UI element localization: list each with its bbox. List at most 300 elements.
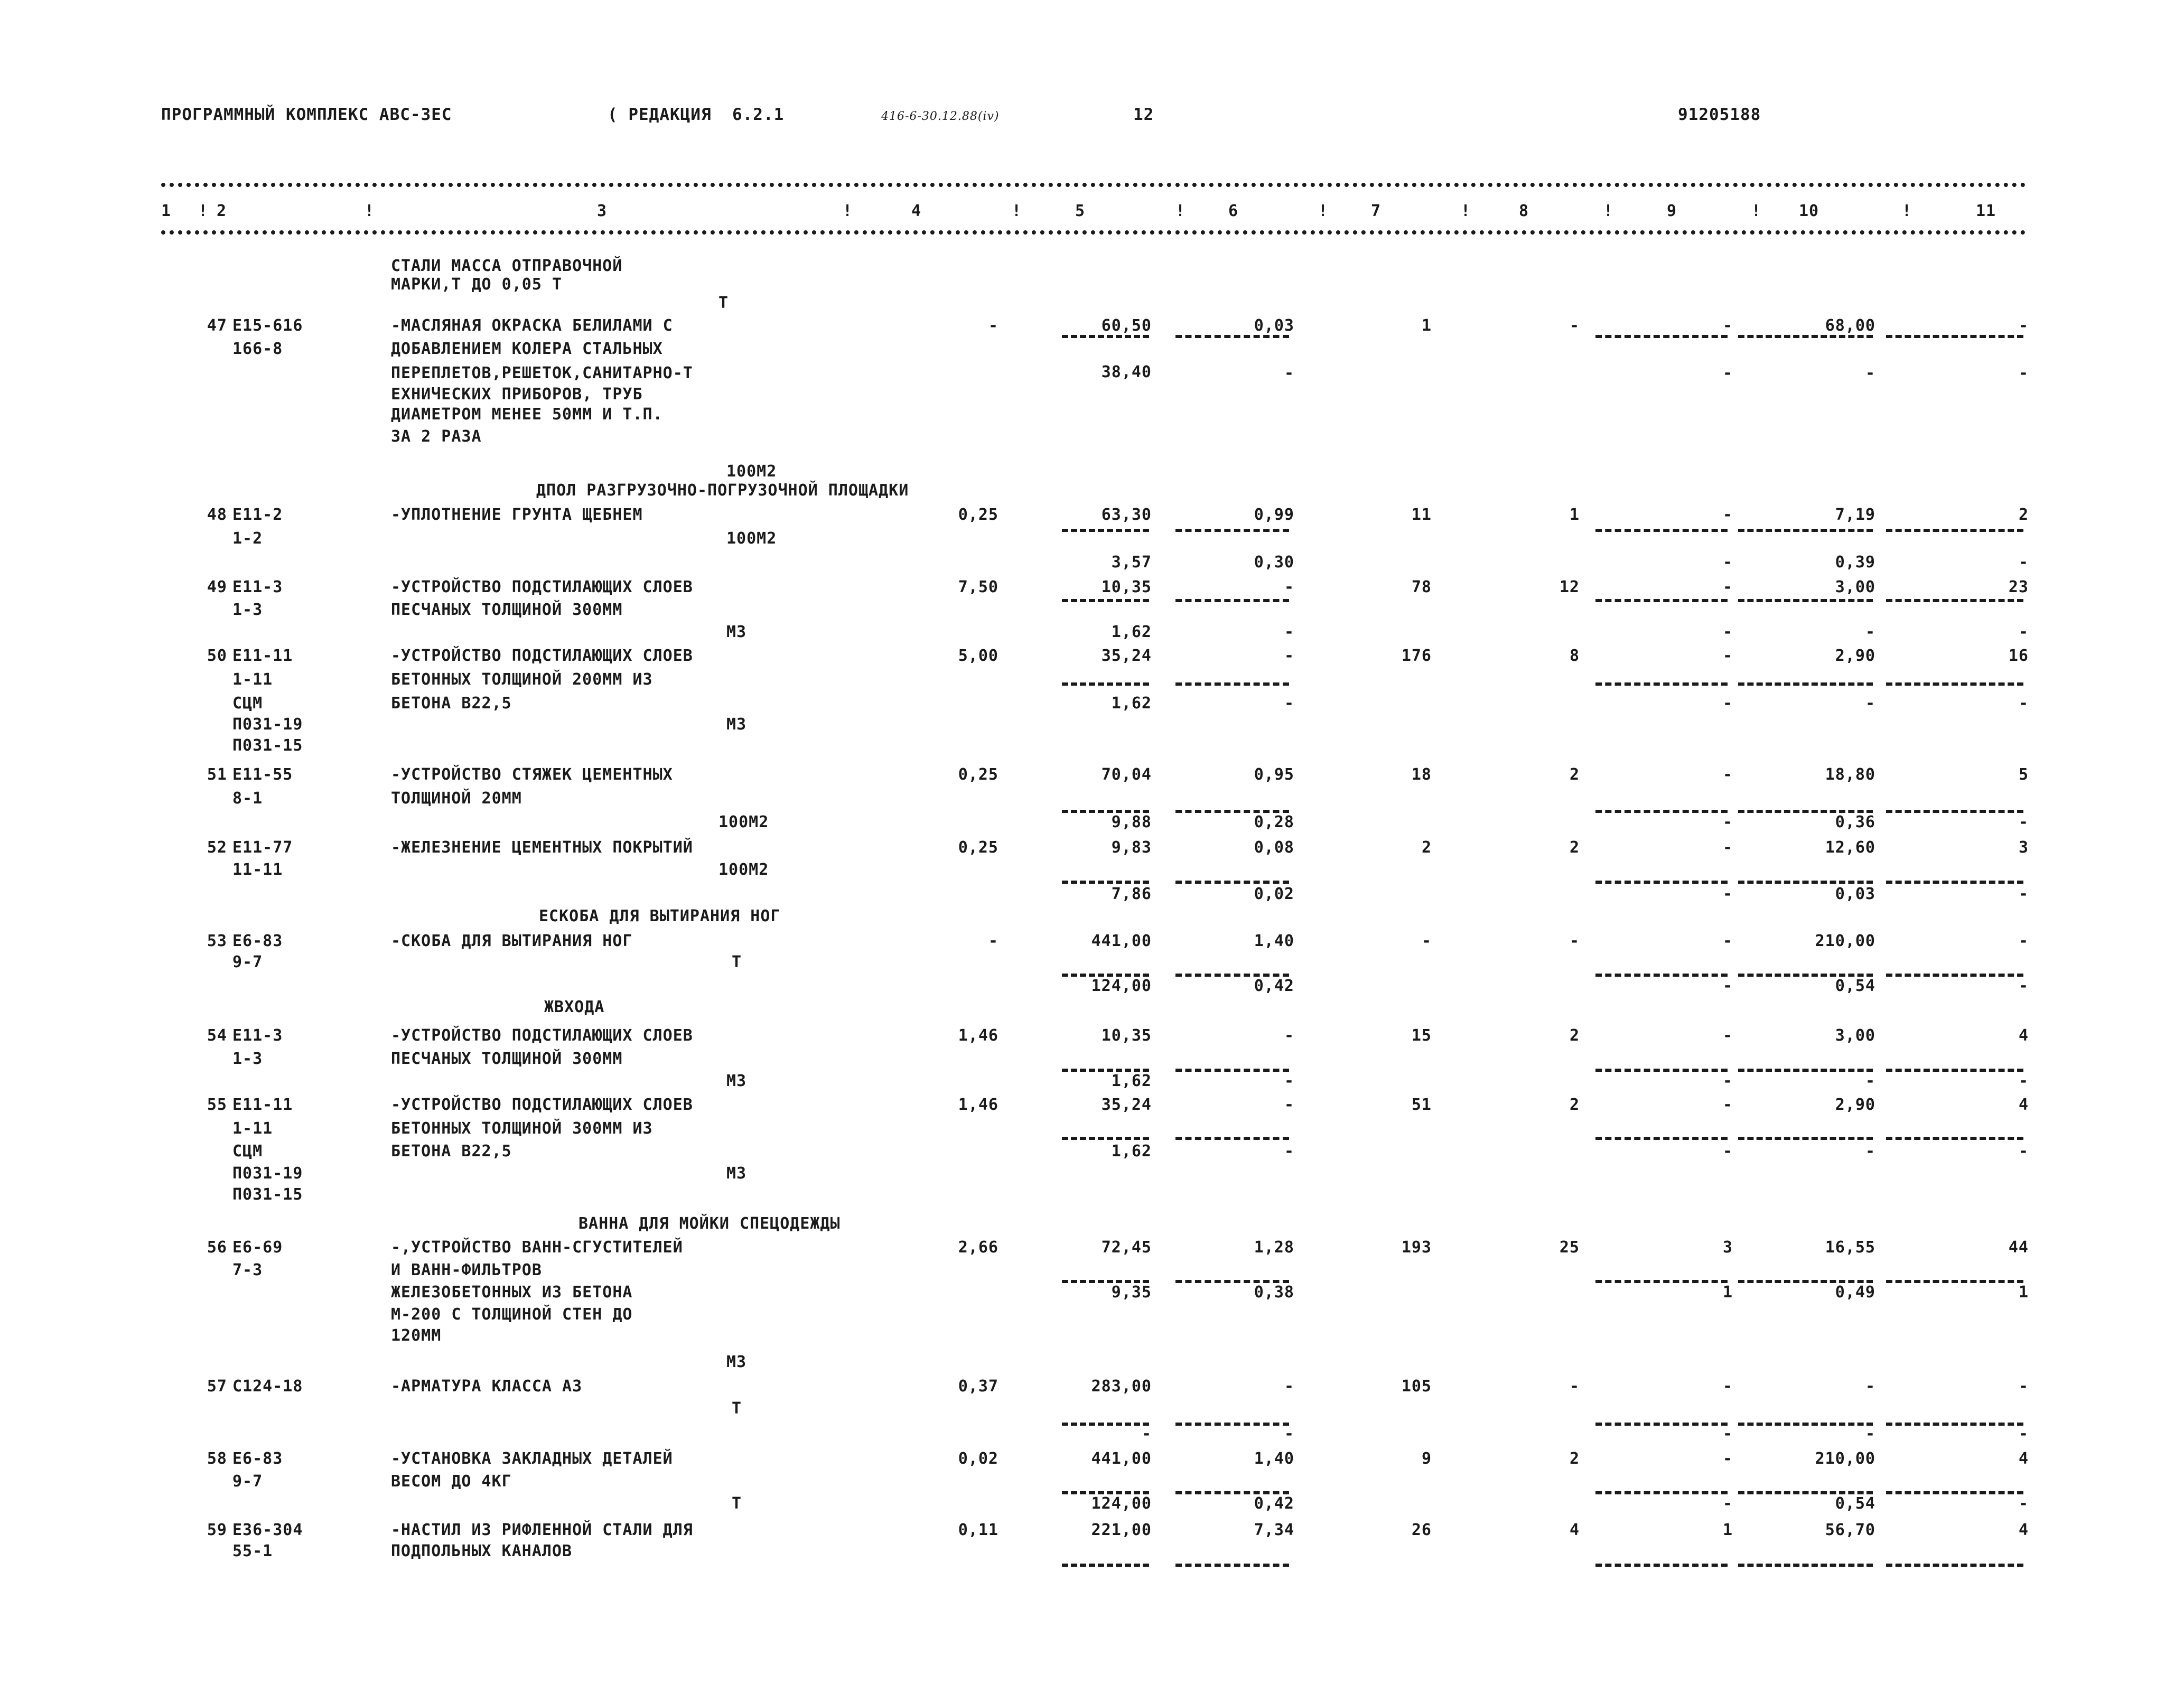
cell-code: Е15-616 (232, 316, 303, 335)
cell-c11: 4 (2018, 1026, 2029, 1045)
cell-c5: 3,57 (1111, 553, 1152, 572)
cell-c5: 9,83 (1111, 838, 1152, 857)
cell-c10: 210,00 (1815, 1449, 1875, 1468)
cell-num: 55 (207, 1096, 227, 1114)
row-separator-dash (1175, 682, 1289, 686)
cell-c5: 38,40 (1101, 363, 1152, 381)
cell-c10: - (1865, 694, 1875, 713)
cell-num: 48 (207, 506, 227, 524)
cell-c5: 1,62 (1111, 694, 1152, 713)
column-header-9: 9 (1667, 202, 1677, 220)
row-separator-dash (1175, 974, 1289, 977)
cell-c10: 68,00 (1825, 316, 1875, 335)
cell-section: ДПОЛ РАЗГРУЗОЧНО-ПОГРУЗОЧНОЙ ПЛОЩАДКИ (536, 481, 909, 500)
header-rule-top (161, 183, 2026, 187)
row-separator-dash (1062, 335, 1149, 338)
cell-c7: 176 (1401, 647, 1432, 665)
row-separator-dash (1738, 974, 1873, 977)
cell-code: СЦМ (232, 1142, 263, 1161)
cell-c10: 0,39 (1835, 553, 1875, 572)
cell-c10: 0,54 (1835, 977, 1875, 995)
cell-desc: -ЖЕЛЕЗНЕНИЕ ЦЕМЕНТНЫХ ПОКРЫТИЙ (391, 838, 693, 857)
row-separator-dash (1738, 682, 1873, 686)
cell-c9: - (1722, 1377, 1733, 1396)
cell-c6: 0,28 (1254, 813, 1294, 831)
cell-c9: - (1722, 1096, 1733, 1114)
cell-code: С124-18 (232, 1377, 303, 1396)
cell-c10: 2,90 (1835, 647, 1875, 665)
cell-c8: 1 (1569, 506, 1580, 524)
row-separator-dash (1886, 881, 2023, 884)
row-separator-dash (1595, 1280, 1728, 1283)
cell-c9: - (1722, 813, 1733, 831)
cell-c6: - (1284, 364, 1294, 382)
cell-c6: - (1284, 1377, 1294, 1396)
row-separator-dash (1595, 335, 1728, 338)
cell-c7: - (1421, 932, 1432, 950)
cell-c5: 35,24 (1101, 1096, 1152, 1114)
cell-c4: 1,46 (958, 1026, 998, 1045)
cell-c11: - (2018, 1072, 2029, 1090)
row-separator-dash (1175, 335, 1289, 338)
cell-desc: -МАСЛЯНАЯ ОКРАСКА БЕЛИЛАМИ С (391, 316, 673, 335)
cell-code: Е6-69 (232, 1238, 283, 1257)
cell-desc: ВЕСОМ ДО 4КГ (391, 1472, 512, 1491)
cell-c4: 0,11 (958, 1521, 998, 1539)
cell-code: П031-19 (232, 715, 303, 734)
cell-c6: 1,28 (1254, 1238, 1294, 1257)
cell-c11: 44 (2008, 1238, 2029, 1257)
row-separator-dash (1062, 1423, 1149, 1426)
column-header-7: 7 (1371, 202, 1382, 220)
row-separator-dash (1738, 810, 1873, 813)
cell-c11: 4 (2018, 1449, 2029, 1468)
column-header-11: 11 (1976, 202, 1996, 220)
cell-c7: 78 (1411, 578, 1432, 596)
cell-c7: 26 (1411, 1521, 1432, 1539)
cell-c10: 0,49 (1835, 1283, 1875, 1302)
row-separator-dash (1595, 881, 1728, 884)
cell-c9: - (1722, 1142, 1733, 1161)
column-separator: ! (365, 202, 375, 220)
cell-unit: 100М2 (726, 462, 777, 481)
cell-c11: - (2018, 364, 2029, 382)
column-header-8: 8 (1519, 202, 1529, 220)
row-separator-dash (1175, 1491, 1289, 1494)
cell-num: 52 (207, 838, 227, 857)
cell-desc: -СКОБА ДЛЯ ВЫТИРАНИЯ НОГ (391, 932, 633, 950)
cell-code: 9-7 (232, 1472, 263, 1491)
row-separator-dash (1175, 1137, 1289, 1140)
cell-c6: - (1284, 694, 1294, 713)
cell-c7: 9 (1421, 1449, 1432, 1468)
row-separator-dash (1886, 1423, 2023, 1426)
cell-code: Е11-55 (232, 765, 293, 784)
row-separator-dash (1886, 1564, 2023, 1567)
cell-c10: 3,00 (1835, 1026, 1875, 1045)
cell-num: 53 (207, 932, 227, 950)
cell-unit: М3 (726, 715, 747, 734)
column-separator: ! (1175, 202, 1186, 220)
cell-desc: -УСТРОЙСТВО ПОДСТИЛАЮЩИХ СЛОЕВ (391, 647, 693, 665)
cell-code: 1-3 (232, 601, 263, 619)
cell-c11: - (2018, 694, 2029, 713)
cell-code: 1-3 (232, 1050, 263, 1068)
cell-c5: 10,35 (1101, 1026, 1152, 1045)
cell-c5: 221,00 (1091, 1521, 1152, 1539)
cell-c5: 72,45 (1101, 1238, 1152, 1257)
cell-unit: Т (732, 1494, 742, 1513)
cell-c9: 3 (1722, 1238, 1733, 1257)
cell-c4: 7,50 (958, 578, 998, 596)
cell-c9: - (1722, 364, 1733, 382)
row-separator-dash (1062, 599, 1149, 602)
column-header-10: 10 (1799, 202, 1819, 220)
cell-code: СЦМ (232, 694, 263, 713)
cell-c10: 18,80 (1825, 765, 1875, 784)
cell-desc: -УСТРОЙСТВО ПОДСТИЛАЮЩИХ СЛОЕВ (391, 1096, 693, 1114)
cell-c11: - (2018, 1425, 2029, 1443)
cell-c4: 0,25 (958, 765, 998, 784)
cell-unit: 100М2 (718, 813, 769, 831)
cell-code: П031-15 (232, 1185, 303, 1204)
cell-c6: 0,38 (1254, 1283, 1294, 1302)
cell-c9: - (1722, 838, 1733, 857)
row-separator-dash (1175, 1280, 1289, 1283)
row-separator-dash (1175, 599, 1289, 602)
cell-code: 7-3 (232, 1261, 263, 1279)
row-separator-dash (1886, 529, 2023, 532)
cell-desc: ПЕСЧАНЫХ ТОЛЩИНОЙ 300ММ (391, 1050, 623, 1068)
cell-unit: Т (732, 953, 742, 971)
row-separator-dash (1062, 682, 1149, 686)
cell-c9: - (1722, 694, 1733, 713)
cell-c11: 4 (2018, 1521, 2029, 1539)
row-separator-dash (1175, 881, 1289, 884)
column-separator: ! (1902, 202, 1912, 220)
row-separator-dash (1886, 335, 2023, 338)
cell-c5: 441,00 (1091, 1449, 1152, 1468)
cell-c9: - (1722, 316, 1733, 335)
column-header-1: 1 (161, 202, 172, 220)
cell-desc: -УСТРОЙСТВО ПОДСТИЛАЮЩИХ СЛОЕВ (391, 1026, 693, 1045)
cell-c6: 0,42 (1254, 977, 1294, 995)
cell-c4: 0,37 (958, 1377, 998, 1396)
cell-c10: 210,00 (1815, 932, 1875, 950)
cell-desc: -УСТРОЙСТВО СТЯЖЕК ЦЕМЕНТНЫХ (391, 765, 673, 784)
cell-code: 1-2 (232, 529, 263, 548)
row-separator-dash (1738, 1491, 1873, 1494)
cell-c6: - (1284, 623, 1294, 641)
row-separator-dash (1062, 810, 1149, 813)
cell-c10: - (1865, 1425, 1875, 1443)
row-separator-dash (1062, 1564, 1149, 1567)
cell-c5: 124,00 (1091, 1494, 1152, 1513)
cell-c9: - (1722, 977, 1733, 995)
cell-c11: 2 (2018, 506, 2029, 524)
row-separator-dash (1886, 1280, 2023, 1283)
cell-code: П031-15 (232, 736, 303, 755)
cell-c9: - (1722, 932, 1733, 950)
cell-c4: 5,00 (958, 647, 998, 665)
cell-code: Е36-304 (232, 1521, 303, 1539)
cell-c4: - (988, 316, 998, 335)
cell-c7: 51 (1411, 1096, 1432, 1114)
row-separator-dash (1175, 1069, 1289, 1072)
column-separator: ! (198, 202, 209, 220)
cell-c10: 56,70 (1825, 1521, 1875, 1539)
cell-c5: 9,88 (1111, 813, 1152, 831)
cell-c9: - (1722, 885, 1733, 903)
row-separator-dash (1738, 1280, 1873, 1283)
row-separator-dash (1062, 881, 1149, 884)
cell-c5: 63,30 (1101, 506, 1152, 524)
row-separator-dash (1738, 1069, 1873, 1072)
column-separator: ! (1751, 202, 1762, 220)
cell-c9: 1 (1722, 1521, 1733, 1539)
program-title: ПРОГРАММНЫЙ КОМПЛЕКС АВС-ЗЕС (161, 105, 452, 124)
cell-c8: - (1569, 1377, 1580, 1396)
cell-c10: 12,60 (1825, 838, 1875, 857)
cell-c11: - (2018, 1377, 2029, 1396)
column-separator: ! (1012, 202, 1022, 220)
cell-code: Е11-2 (232, 506, 283, 524)
cell-desc: -,УСТРОЙСТВО ВАНН-СГУСТИТЕЛЕЙ (391, 1238, 683, 1257)
edition-label: ( РЕДАКЦИЯ 6.2.1 (608, 105, 785, 124)
row-separator-dash (1886, 810, 2023, 813)
column-separator: ! (1603, 202, 1614, 220)
cell-desc: -УСТАНОВКА ЗАКЛАДНЫХ ДЕТАЛЕЙ (391, 1449, 673, 1468)
column-header-4: 4 (911, 202, 922, 220)
cell-c10: - (1865, 364, 1875, 382)
cell-c11: - (2018, 813, 2029, 831)
cell-c5: 441,00 (1091, 932, 1152, 950)
cell-c11: 16 (2008, 647, 2029, 665)
cell-c11: - (2018, 623, 2029, 641)
cell-desc: 120ММ (391, 1326, 442, 1345)
cell-code: 1-11 (232, 670, 273, 689)
cell-c7: 105 (1401, 1377, 1432, 1396)
cell-c5: 1,62 (1111, 1142, 1152, 1161)
cell-unit: М3 (726, 623, 747, 641)
cell-num: 58 (207, 1449, 227, 1468)
cell-c6: 0,42 (1254, 1494, 1294, 1513)
cell-c11: 23 (2008, 578, 2029, 596)
cell-unit: 100М2 (726, 529, 777, 548)
cell-desc: ЖЕЛЕЗОБЕТОННЫХ ИЗ БЕТОНА (391, 1283, 633, 1302)
cell-desc: -НАСТИЛ ИЗ РИФЛЕННОЙ СТАЛИ ДЛЯ (391, 1521, 693, 1539)
row-separator-dash (1595, 682, 1728, 686)
cell-c5: 9,35 (1111, 1283, 1152, 1302)
cell-c11: 1 (2018, 1283, 2029, 1302)
cell-code: 55-1 (232, 1542, 273, 1560)
cell-c6: 0,99 (1254, 506, 1294, 524)
cell-desc: -АРМАТУРА КЛАССА А3 (391, 1377, 583, 1396)
cell-c11: - (2018, 1142, 2029, 1161)
row-separator-dash (1595, 1137, 1728, 1140)
cell-c6: - (1284, 1072, 1294, 1090)
cell-c4: - (988, 932, 998, 950)
row-separator-dash (1595, 810, 1728, 813)
cell-code: 1-11 (232, 1119, 273, 1138)
cell-c8: 25 (1559, 1238, 1580, 1257)
cell-c9: - (1722, 553, 1733, 572)
column-header-3: 3 (597, 202, 608, 220)
cell-c8: 2 (1569, 1096, 1580, 1114)
cell-code: 166-8 (232, 340, 283, 358)
cell-c7: 2 (1421, 838, 1432, 857)
row-separator-dash (1595, 599, 1728, 602)
cell-c8: 2 (1569, 1026, 1580, 1045)
row-separator-dash (1738, 335, 1873, 338)
row-separator-dash (1738, 1423, 1873, 1426)
cell-section: ВАННА ДЛЯ МОЙКИ СПЕЦОДЕЖДЫ (578, 1214, 841, 1233)
cell-c11: - (2018, 316, 2029, 335)
cell-c6: 1,40 (1254, 932, 1294, 950)
cell-desc: -УПЛОТНЕНИЕ ГРУНТА ЩЕБНЕМ (391, 506, 643, 524)
cell-c10: 0,36 (1835, 813, 1875, 831)
column-header-6: 6 (1228, 202, 1239, 220)
cell-c11: - (2018, 553, 2029, 572)
cell-desc: СТАЛИ МАССА ОТПРАВОЧНОЙ (391, 257, 623, 275)
cell-c6: - (1284, 647, 1294, 665)
row-separator-dash (1062, 1137, 1149, 1140)
row-separator-dash (1738, 1137, 1873, 1140)
row-separator-dash (1175, 1423, 1289, 1426)
cell-c6: 0,95 (1254, 765, 1294, 784)
row-separator-dash (1062, 1491, 1149, 1494)
cell-c5: 10,35 (1101, 578, 1152, 596)
row-separator-dash (1595, 1423, 1728, 1426)
cell-c6: - (1284, 1026, 1294, 1045)
cell-unit: Т (718, 294, 729, 312)
row-separator-dash (1062, 1069, 1149, 1072)
cell-c4: 0,25 (958, 838, 998, 857)
row-separator-dash (1062, 974, 1149, 977)
column-separator: ! (843, 202, 853, 220)
cell-c9: - (1722, 623, 1733, 641)
row-separator-dash (1886, 1137, 2023, 1140)
cell-num: 54 (207, 1026, 227, 1045)
row-separator-dash (1175, 1564, 1289, 1567)
cell-c6: - (1284, 1425, 1294, 1443)
cell-c7: 11 (1411, 506, 1432, 524)
cell-num: 50 (207, 647, 227, 665)
cell-c10: 7,19 (1835, 506, 1875, 524)
cell-c10: - (1865, 1072, 1875, 1090)
cell-desc: ПЕСЧАНЫХ ТОЛЩИНОЙ 300ММ (391, 601, 623, 619)
cell-c5: 7,86 (1111, 885, 1152, 903)
column-header-2: 2 (217, 202, 227, 220)
cell-c9: - (1722, 647, 1733, 665)
cell-c10: - (1865, 623, 1875, 641)
cell-c9: 1 (1722, 1283, 1733, 1302)
document-code: 91205188 (1678, 105, 1761, 124)
cell-num: 49 (207, 578, 227, 596)
cell-code: Е11-77 (232, 838, 293, 857)
cell-code: Е11-3 (232, 1026, 283, 1045)
cell-c11: - (2018, 885, 2029, 903)
row-separator-dash (1886, 1491, 2023, 1494)
page-number: 12 (1133, 105, 1154, 124)
cell-num: 47 (207, 316, 227, 335)
cell-c6: 0,30 (1254, 553, 1294, 572)
cell-c11: - (2018, 977, 2029, 995)
cell-code: 11-11 (232, 860, 283, 879)
cell-code: Е6-83 (232, 932, 283, 950)
cell-c4: 0,02 (958, 1449, 998, 1468)
row-separator-dash (1886, 599, 2023, 602)
cell-c11: - (2018, 932, 2029, 950)
row-separator-dash (1738, 1564, 1873, 1567)
column-header-5: 5 (1075, 202, 1086, 220)
cell-num: 59 (207, 1521, 227, 1539)
cell-c8: 8 (1569, 647, 1580, 665)
cell-c4: 2,66 (958, 1238, 998, 1257)
cell-c9: - (1722, 1425, 1733, 1443)
cell-unit: М3 (726, 1072, 747, 1090)
cell-c6: - (1284, 578, 1294, 596)
cell-c7: 193 (1401, 1238, 1432, 1257)
cell-c8: 4 (1569, 1521, 1580, 1539)
cell-desc: БЕТОННЫХ ТОЛЩИНОЙ 300ММ ИЗ (391, 1119, 653, 1138)
cell-unit: Т (732, 1399, 742, 1418)
cell-unit: М3 (726, 1164, 747, 1183)
cell-c6: 7,34 (1254, 1521, 1294, 1539)
cell-c9: - (1722, 506, 1733, 524)
column-separator: ! (1461, 202, 1471, 220)
cell-unit: М3 (726, 1353, 747, 1371)
cell-c6: 1,40 (1254, 1449, 1294, 1468)
cell-c5: 60,50 (1101, 316, 1152, 335)
cell-code: 8-1 (232, 789, 263, 808)
cell-desc: МАРКИ,Т ДО 0,05 Т (391, 275, 563, 294)
cell-c10: 2,90 (1835, 1096, 1875, 1114)
cell-c4: 1,46 (958, 1096, 998, 1114)
cell-num: 57 (207, 1377, 227, 1396)
row-separator-dash (1175, 810, 1289, 813)
row-separator-dash (1738, 881, 1873, 884)
cell-desc: И ВАНН-ФИЛЬТРОВ (391, 1261, 542, 1279)
cell-c9: - (1722, 1026, 1733, 1045)
cell-c5: 124,00 (1091, 977, 1152, 995)
cell-c6: - (1284, 1142, 1294, 1161)
cell-c10: 0,54 (1835, 1494, 1875, 1513)
cell-c5: 283,00 (1091, 1377, 1152, 1396)
cell-section: ЕСКОБА ДЛЯ ВЫТИРАНИЯ НОГ (539, 907, 781, 925)
cell-code: Е11-3 (232, 578, 283, 596)
header-rule-bottom (161, 230, 2026, 235)
cell-c5: 1,62 (1111, 1072, 1152, 1090)
cell-c10: 16,55 (1825, 1238, 1875, 1257)
row-separator-dash (1886, 1069, 2023, 1072)
cell-desc: -УСТРОЙСТВО ПОДСТИЛАЮЩИХ СЛОЕВ (391, 578, 693, 596)
cell-desc: ПЕРЕПЛЕТОВ,РЕШЕТОК,САНИТАРНО-Т (391, 364, 693, 382)
row-separator-dash (1062, 1280, 1149, 1283)
cell-desc: ЗА 2 РАЗА (391, 427, 482, 446)
cell-desc: ДИАМЕТРОМ МЕНЕЕ 50ММ И Т.П. (391, 405, 663, 424)
cell-c11: 5 (2018, 765, 2029, 784)
cell-c9: - (1722, 1494, 1733, 1513)
cell-c10: - (1865, 1377, 1875, 1396)
cell-c10: 0,03 (1835, 885, 1875, 903)
cell-code: П031-19 (232, 1164, 303, 1183)
row-separator-dash (1886, 682, 2023, 686)
column-separator: ! (1318, 202, 1329, 220)
cell-c6: - (1284, 1096, 1294, 1114)
row-separator-dash (1738, 599, 1873, 602)
cell-c9: - (1722, 765, 1733, 784)
